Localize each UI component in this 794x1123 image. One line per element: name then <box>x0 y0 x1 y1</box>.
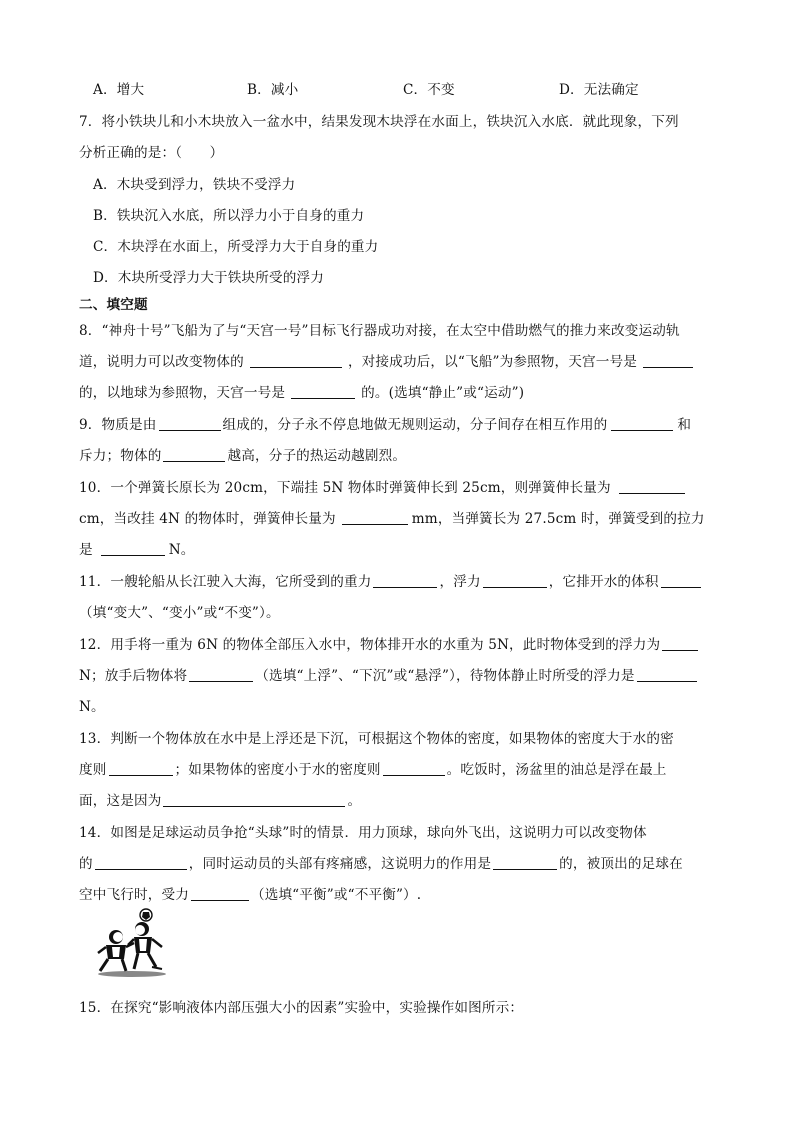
left-player-legs <box>100 959 126 971</box>
q6-option-a: A．增大 <box>93 82 145 98</box>
right-player-face <box>135 925 145 935</box>
q6-option-b: B．减小 <box>247 82 299 98</box>
q13-line-3 <box>79 791 719 811</box>
q9-text: 越高，分子的热运动越剧烈。 <box>227 448 407 464</box>
q12-text: 12．用手将一重为 6N 的物体全部压入水中，物体排开水的水重为 5N，此时物体受到的浮力为 <box>79 637 661 653</box>
q12-text: N；放手后物体将 <box>79 668 188 684</box>
q9-text: 斥力；物体的 <box>79 448 162 464</box>
q7-option-a: A．木块受到浮力，铁块不受浮力 <box>93 177 296 193</box>
q15-line-1: 15．在探究“影响液体内部压强大小的因素”实验中，实验操作如图所示： <box>79 1000 524 1016</box>
left-player-shirt-stripe <box>112 947 120 957</box>
q7-stem-line-1: 7．将小铁块儿和小木块放入一盆水中，结果发现木块浮在水面上，铁块沉入水底．就此现象，下列 <box>79 114 679 130</box>
q13-text: 。吃饭时，汤盆里的油总是浮在最上 <box>446 762 667 778</box>
q13-text: 面，这是因为 <box>79 793 162 809</box>
q12-blank-2[interactable] <box>189 667 253 682</box>
q12-line-1 <box>79 635 719 655</box>
q9-text: 组成的，分子永不停息地做无规则运动，分子间存在相互作用的 <box>222 417 608 433</box>
q8-blank-3[interactable] <box>291 384 355 399</box>
q8-text: ，对接成功后，以“飞船”为参照物，天宫一号是 <box>347 354 638 370</box>
q8-text: 的。(选填“静止”或“运动”) <box>361 385 525 401</box>
q7-option-d: D．木块所受浮力大于铁块所受的浮力 <box>93 270 324 286</box>
q11-text: 11．一艘轮船从长江驶入大海，它所受到的重力 <box>79 574 372 590</box>
q11-text: ，它排开水的体积 <box>548 574 659 590</box>
q9-line-1 <box>79 415 719 435</box>
q11-blank-2[interactable] <box>483 573 547 588</box>
q9-blank-1[interactable] <box>159 416 221 431</box>
q12-blank-1[interactable] <box>662 636 698 651</box>
q10-blank-1[interactable] <box>619 479 685 494</box>
right-player-foot <box>152 967 162 969</box>
q8-line-3 <box>79 383 719 403</box>
ground-shadow <box>98 971 166 977</box>
q9-text: 和 <box>677 417 692 433</box>
q6-option-c: C．不变 <box>403 82 455 98</box>
q11-text: ，浮力 <box>439 574 481 590</box>
q13-line-1: 13．判断一个物体放在水中是上浮还是下沉，可根据这个物体的密度，如果物体的密度大于水的密 <box>79 731 674 747</box>
q7-stem-line-2: 分析正确的是：（ ） <box>79 145 224 161</box>
q14-text: ，同时运动员的头部有疼痛感，这说明力的作用是 <box>188 856 492 872</box>
q14-blank-2[interactable] <box>493 855 557 870</box>
q14-text: 空中飞行时，受力 <box>79 887 189 903</box>
q11-line-1 <box>79 572 719 592</box>
q12-line-2 <box>79 666 719 686</box>
q9-blank-2[interactable] <box>611 416 673 431</box>
q14-text: 的，被顶出的足球在 <box>559 856 683 872</box>
q9-line-2 <box>79 446 719 466</box>
q14-line-3 <box>79 885 719 905</box>
q10-text: 10．一个弹簧长原长为 20cm，下端挂 5N 物体时弹簧伸长到 25cm，则弹簧伸长量为 <box>79 480 611 496</box>
q11-blank-1[interactable] <box>373 573 437 588</box>
football-players-illustration <box>92 907 172 979</box>
right-player-shirt-stripe <box>139 939 147 951</box>
q12-text: （选填“上浮”、“下沉”或“悬浮”），待物体静止时所受的浮力是 <box>255 668 635 684</box>
q7-option-c: C．木块浮在水面上，所受浮力大于自身的重力 <box>93 239 379 255</box>
q10-text: N。 <box>168 542 195 558</box>
q14-blank-3[interactable] <box>191 886 249 901</box>
q10-line-2 <box>79 509 719 529</box>
q9-text: 9．物质是由 <box>79 417 157 433</box>
q13-text: 度则 <box>79 762 107 778</box>
q13-text: 。 <box>347 793 362 809</box>
q14-text: 的 <box>79 856 93 872</box>
q10-line-1 <box>79 478 719 498</box>
section-title-fill-blank: 二、填空题 <box>79 297 148 313</box>
q12-blank-3[interactable] <box>637 667 697 682</box>
q13-text: ；如果物体的密度小于水的密度则 <box>174 762 381 778</box>
q13-blank-3[interactable] <box>163 792 345 807</box>
q10-line-3 <box>79 540 719 560</box>
q8-blank-1[interactable] <box>250 353 342 368</box>
q8-text: 的，以地球为参照物，天宫一号是 <box>79 385 286 401</box>
football-heading-figure <box>92 907 172 979</box>
q13-blank-2[interactable] <box>383 761 445 776</box>
q14-text: （选填“平衡”或“不平衡”）. <box>250 887 422 903</box>
q13-blank-1[interactable] <box>109 761 173 776</box>
q7-option-b: B．铁块沉入水底，所以浮力小于自身的重力 <box>93 208 365 224</box>
q10-blank-3[interactable] <box>101 541 165 556</box>
q12-line-3: N。 <box>79 699 105 715</box>
q10-text: 是 <box>79 542 93 558</box>
q11-blank-3[interactable] <box>661 573 701 588</box>
q8-blank-2[interactable] <box>643 353 693 368</box>
q10-text: mm，当弹簧长为 27.5cm 时，弹簧受到的拉力 <box>411 511 705 527</box>
q10-blank-2[interactable] <box>342 510 408 525</box>
q10-text: cm，当改挂 4N 的物体时，弹簧伸长量为 <box>79 511 336 527</box>
q14-line-1: 14．如图是足球运动员争抢“头球”时的情景．用力顶球，球向外飞出，这说明力可以改变物体 <box>79 825 647 841</box>
q11-line-2: （填“变大”、“变小”或“不变”）。 <box>79 605 280 621</box>
q8-line-2 <box>79 352 719 372</box>
q8-line-1: 8．“神舟十号”飞船为了与“天宫一号”目标飞行器成功对接，在太空中借助燃气的推力来改变运动轨 <box>79 323 680 339</box>
q14-line-2 <box>79 854 719 874</box>
q8-text: 道，说明力可以改变物体的 <box>79 354 244 370</box>
q9-blank-3[interactable] <box>163 447 225 462</box>
q6-option-d: D．无法确定 <box>559 82 639 98</box>
left-player-face <box>113 932 123 942</box>
q14-blank-1[interactable] <box>95 855 187 870</box>
q13-line-2 <box>79 760 719 780</box>
